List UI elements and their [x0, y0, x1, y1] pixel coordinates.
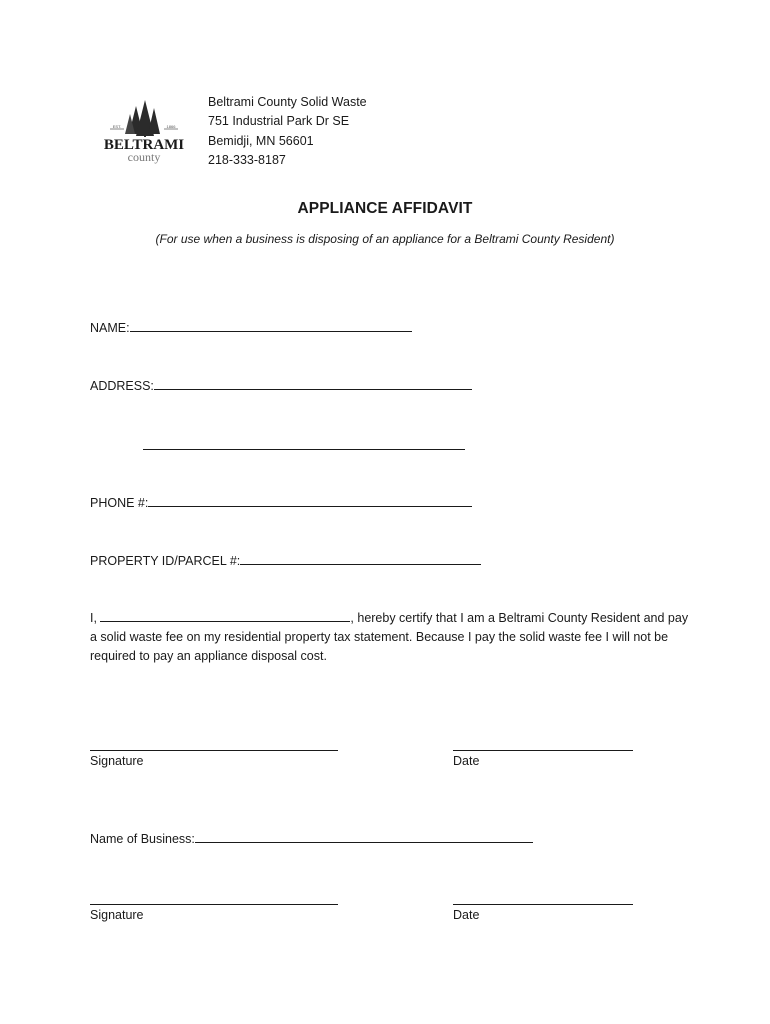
- org-name: Beltrami County Solid Waste: [208, 95, 367, 109]
- property-blank[interactable]: [240, 552, 481, 565]
- address-blank-2[interactable]: [143, 437, 465, 450]
- resident-signature-label: Signature: [90, 754, 144, 768]
- resident-signature-line[interactable]: [90, 750, 338, 751]
- svg-text:1866: 1866: [166, 124, 176, 129]
- resident-date-line[interactable]: [453, 750, 633, 751]
- phone-label: PHONE #:: [90, 496, 149, 510]
- property-label: PROPERTY ID/PARCEL #:: [90, 554, 241, 568]
- pine-trees-icon: [96, 98, 192, 168]
- business-field: [90, 830, 533, 846]
- business-signature-line[interactable]: [90, 904, 338, 905]
- logo-subword: county: [127, 150, 161, 164]
- street-address: 751 Industrial Park Dr SE: [208, 114, 350, 129]
- property-field: [90, 552, 481, 568]
- resident-name-blank[interactable]: [100, 609, 350, 622]
- business-date-label: Date: [453, 908, 480, 922]
- business-signature-label: Signature: [90, 908, 144, 922]
- business-label: Name of Business:: [90, 832, 195, 846]
- phone-blank[interactable]: [148, 494, 472, 507]
- city-state-zip: Bemidji, MN 56601: [208, 133, 314, 148]
- svg-text:EST.: EST.: [112, 124, 122, 129]
- cert-text: , hereby certify that I am a Beltrami County Resident and pay a solid waste fee on my residential property tax statement. Because I pay the solid waste fee I will not be required to pay an appliance disposal cost.: [90, 611, 689, 664]
- name-blank[interactable]: [130, 319, 412, 332]
- document-subtitle: (For use when a business is disposing of an appliance for a Beltrami County Resident): [155, 232, 615, 246]
- beltrami-county-logo: [96, 98, 192, 168]
- phone-field: [90, 494, 472, 510]
- phone-number: 218-333-8187: [208, 153, 286, 168]
- logo-word: BELTRAMI: [103, 137, 185, 153]
- business-blank[interactable]: [195, 830, 533, 843]
- resident-date-label: Date: [453, 754, 480, 768]
- address-label: ADDRESS:: [90, 379, 154, 393]
- name-label: NAME:: [90, 321, 130, 335]
- business-date-line[interactable]: [453, 904, 633, 905]
- cert-prefix: I,: [90, 611, 101, 625]
- document-title: APPLIANCE AFFIDAVIT: [297, 200, 473, 217]
- address-blank-1[interactable]: [154, 377, 472, 390]
- address-field: [90, 377, 472, 393]
- address-field-line-2: [143, 437, 465, 453]
- address-block: [208, 93, 367, 171]
- name-field: [90, 319, 412, 335]
- certification-statement: [90, 609, 690, 667]
